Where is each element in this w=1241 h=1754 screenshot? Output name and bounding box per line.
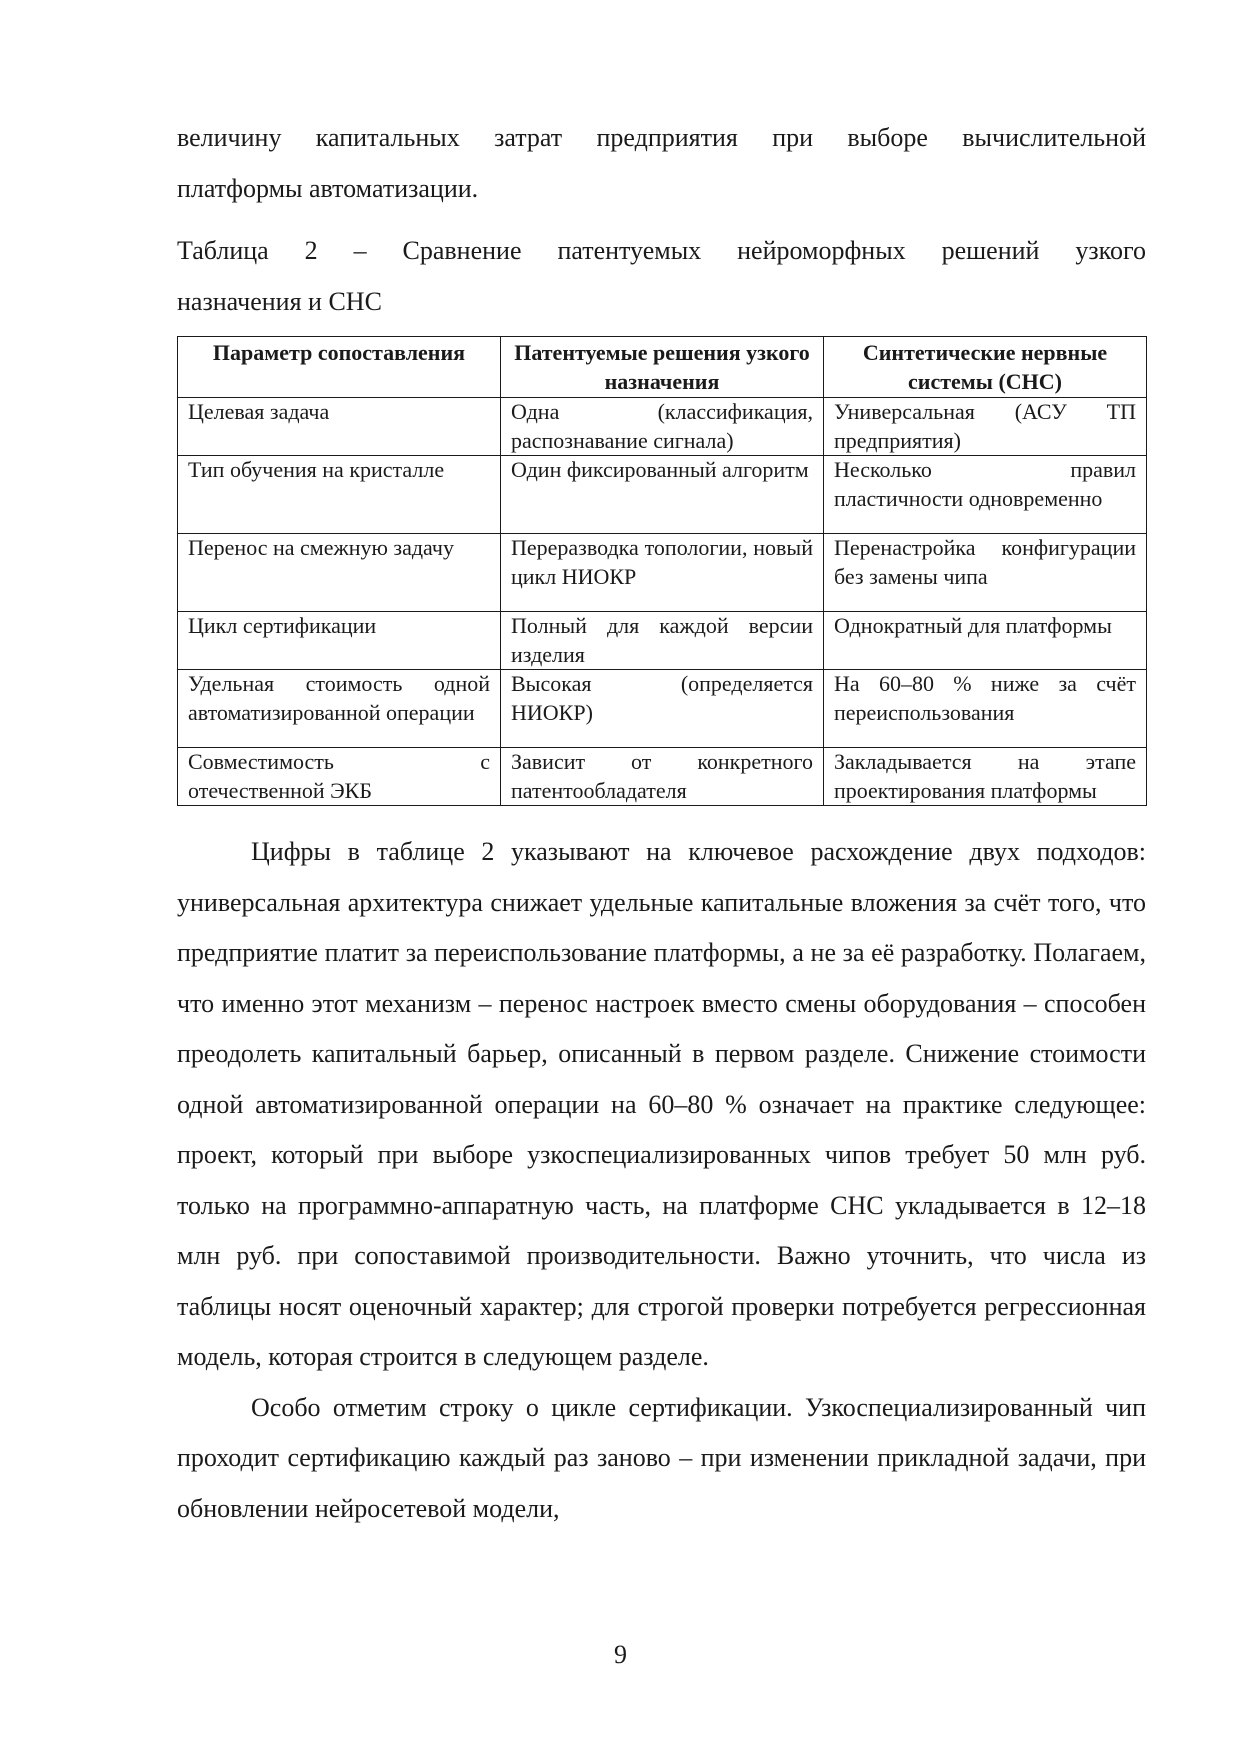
- table-cell: Одна (классификация, распознавание сигнала): [501, 398, 824, 456]
- table-row: [178, 670, 1147, 748]
- table-cell: Универсальная (АСУ ТП предприятия): [824, 398, 1147, 456]
- header-patented-solutions: Патентуемые решения узкого назначения: [501, 337, 824, 398]
- header-parameter: Параметр сопоставления: [178, 337, 501, 398]
- intro-line-2: платформы автоматизации.: [177, 173, 479, 203]
- header-synthetic-nervous-systems: Синтетические нервные системы (СНС): [824, 337, 1147, 398]
- table-cell: Перенастройка конфигурации без замены чипа: [824, 534, 1147, 612]
- table-row: [178, 612, 1147, 670]
- table-cell: Полный для каждой версии изделия: [501, 612, 824, 670]
- page-number: 9: [614, 1640, 627, 1669]
- table-cell: Совместимость с отечественной ЭКБ: [178, 748, 501, 806]
- table-cell: Удельная стоимость одной автоматизированной операции: [178, 670, 501, 748]
- table-row: [178, 748, 1147, 806]
- comparison-table: [177, 336, 1147, 806]
- intro-line-1: величину капитальных затрат предприятия при выборе вычислительной: [177, 123, 1146, 152]
- intro-paragraph: [177, 113, 1146, 214]
- table-header-row: [178, 337, 1147, 398]
- body-paragraph-2: Особо отметим строку о цикле сертификации. Узкоспециализированный чип проходит сертификацию каждый раз заново – при изменении прикладной задачи, при обновлении нейросетевой модели,: [177, 1392, 1146, 1523]
- table-cell: Перенос на смежную задачу: [178, 534, 501, 612]
- table-cell: Переразводка топологии, новый цикл НИОКР: [501, 534, 824, 612]
- table-row: [178, 398, 1147, 456]
- table-cell: Закладывается на этапе проектирования платформы: [824, 748, 1147, 806]
- table-cell: На 60–80 % ниже за счёт переиспользования: [824, 670, 1147, 748]
- table-row: [178, 456, 1147, 534]
- table-cell: Тип обучения на кристалле: [178, 456, 501, 534]
- body-text: [177, 827, 1146, 1534]
- table-cell: Целевая задача: [178, 398, 501, 456]
- table-row: [178, 534, 1147, 612]
- table-cell: Цикл сертификации: [178, 612, 501, 670]
- table-cell: Несколько правил пластичности одновременно: [824, 456, 1147, 534]
- table-cell: Однократный для платформы: [824, 612, 1147, 670]
- table-caption-line-2: назначения и СНС: [177, 286, 382, 316]
- table-cell: Высокая (определяется НИОКР): [501, 670, 824, 748]
- table-cell: Зависит от конкретного патентообладателя: [501, 748, 824, 806]
- table-cell: Один фиксированный алгоритм: [501, 456, 824, 534]
- body-paragraph-1: Цифры в таблице 2 указывают на ключевое расхождение двух подходов: универсальная архитектура снижает удельные капитальные вложения за счёт того, что предприятие платит за переиспользование платформы, а не за её разработку. Полагаем, что именно этот механизм – перенос настроек вместо смены оборудования – способен преодолеть капитальный барьер, описанный в первом разделе. Снижение стоимости одной автоматизированной операции на 60–80 % означает на практике следующее: проект, который при выборе узкоспециализированных чипов требует 50 млн руб. только на программно-аппаратную часть, на платформе СНС укладывается в 12–18 млн руб. при сопоставимой производительности. Важно уточнить, что числа из таблицы носят оценочный характер; для строгой проверки потребуется регрессионная модель, которая строится в следующем разделе.: [177, 837, 1146, 1371]
- table-caption: [177, 226, 1146, 327]
- table-caption-line-1: Таблица 2 – Сравнение патентуемых нейроморфных решений узкого: [177, 236, 1146, 265]
